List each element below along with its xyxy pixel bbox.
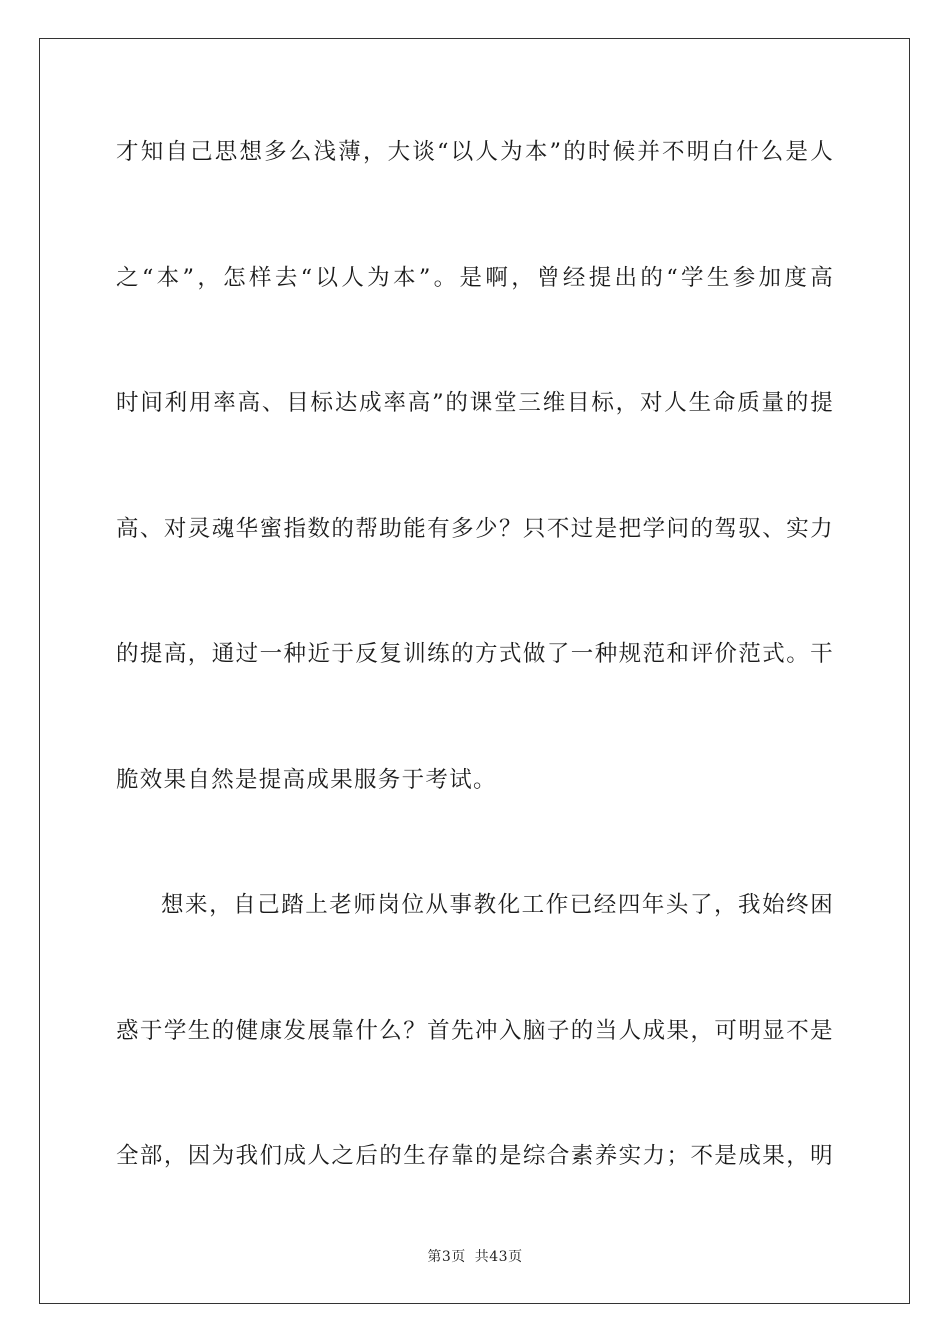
text-line: 惑于学生的健康发展靠什么？首先冲入脑子的当人成果，可明显不是 — [116, 1017, 834, 1044]
text-line: 才知自己思想多么浅薄，大谈“以人为本”的时候并不明白什么是人 — [116, 139, 834, 165]
text-line: 的提高，通过一种近于反复训练的方式做了一种规范和评价范式。干 — [116, 641, 834, 667]
page-footer — [0, 1246, 950, 1266]
text-line: 时间利用率高、目标达成率高”的课堂三维目标，对人生命质量的提 — [116, 390, 834, 416]
text-line: 想来，自己踏上老师岗位从事教化工作已经四年头了，我始终困 — [161, 892, 834, 918]
text-line: 全部，因为我们成人之后的生存靠的是综合素养实力；不是成果，明 — [116, 1143, 834, 1169]
text-line: 之“本”，怎样去“以人为本”。是啊，曾经提出的“学生参加度高 — [116, 264, 834, 291]
document-body — [116, 126, 834, 1256]
text-line: 高、对灵魂华蜜指数的帮助能有多少？只不过是把学问的驾驭、实力 — [116, 515, 834, 542]
text-line: 脆效果自然是提高成果服务于考试。 — [116, 766, 497, 793]
page-number: 第3页 — [427, 1249, 466, 1265]
total-pages: 共43页 — [474, 1249, 523, 1265]
